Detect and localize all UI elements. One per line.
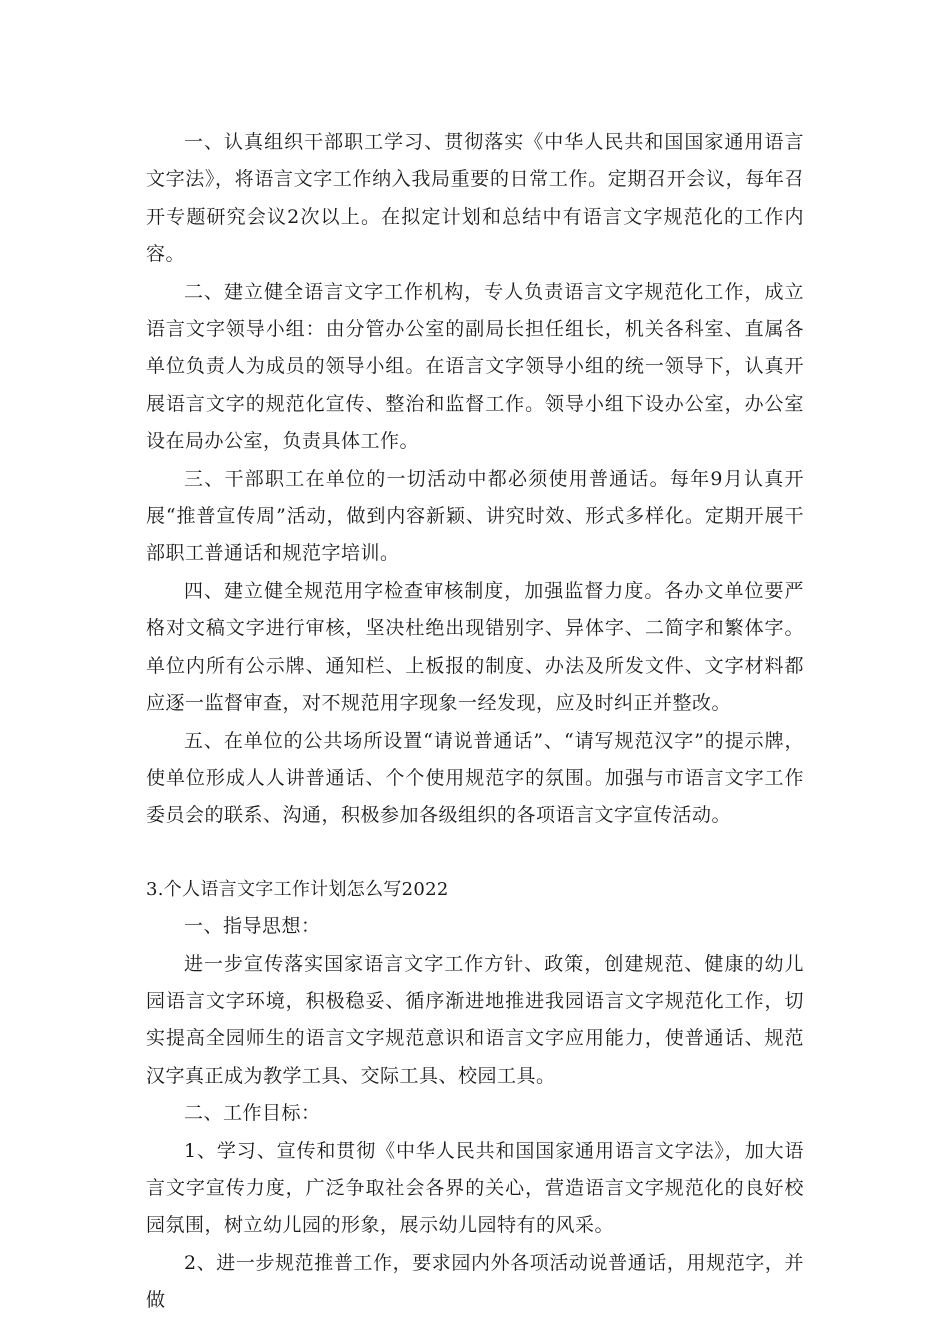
work-goals-title: 二、工作目标： bbox=[184, 1102, 321, 1125]
paragraph-4: 四、建立健全规范用字检查审核制度，加强监督力度。各办文单位要严格对文稿文字进行审核，坚决杜绝出现错别字、异体字、二简字和繁体字。单位内所有公示牌、通知栏、上板报的制度、办法及所发文件、文字材料都应逐一监督审查，对不规范用字现象一经发现，应及时纠正并整改。 bbox=[146, 579, 804, 715]
guiding-ideology-title: 一、指导思想： bbox=[184, 915, 321, 938]
work-goal-2: 2、进一步规范推普工作，要求园内外各项活动说普通话，用规范字，并做 bbox=[146, 1251, 804, 1312]
paragraph-1: 一、认真组织干部职工学习、贯彻落实《中华人民共和国国家通用语言文字法》，将语言文字工作纳入我局重要的日常工作。定期召开会议，每年召开专题研究会议2次以上。在拟定计划和总结中有语言文字规范化的工作内容。 bbox=[146, 131, 804, 266]
paragraph-3: 三、干部职工在单位的一切活动中都必须使用普通话。每年9月认真开展“推普宣传周”活动，做到内容新颖、讲究时效、形式多样化。定期开展干部职工普通话和规范字培训。 bbox=[146, 467, 804, 565]
document-body bbox=[146, 124, 804, 1320]
paragraph-5: 五、在单位的公共场所设置“请说普通话”、“请写规范汉字”的提示牌，使单位形成人人讲普通话、个个使用规范字的氛围。加强与市语言文字工作委员会的联系、沟通，积极参加各级组织的各项语言文字宣传活动。 bbox=[146, 729, 804, 827]
paragraph-2: 二、建立健全语言文字工作机构，专人负责语言文字规范化工作，成立语言文字领导小组：由分管办公室的副局长担任组长，机关各科室、直属各单位负责人为成员的领导小组。在语言文字领导小组的统一领导下，认真开展语言文字的规范化宣传、整治和监督工作。领导小组下设办公室，办公室设在局办公室，负责具体工作。 bbox=[146, 280, 804, 453]
work-goal-1: 1、学习、宣传和贯彻《中华人民共和国国家通用语言文字法》，加大语言文字宣传力度，广泛争取社会各界的关心，营造语言文字规范化的良好校园氛围，树立幼儿园的形象，展示幼儿园特有的风采。 bbox=[146, 1139, 804, 1237]
section-heading: 3.个人语言文字工作计划怎么写2022 bbox=[146, 878, 449, 900]
guiding-ideology-text: 进一步宣传落实国家语言文字工作方针、政策，创建规范、健康的幼儿园语言文字环境，积极稳妥、循序渐进地推进我园语言文字规范化工作，切实提高全园师生的语言文字规范意识和语言文字应用能力，使普通话、规范汉字真正成为教学工具、交际工具、校园工具。 bbox=[146, 952, 804, 1087]
